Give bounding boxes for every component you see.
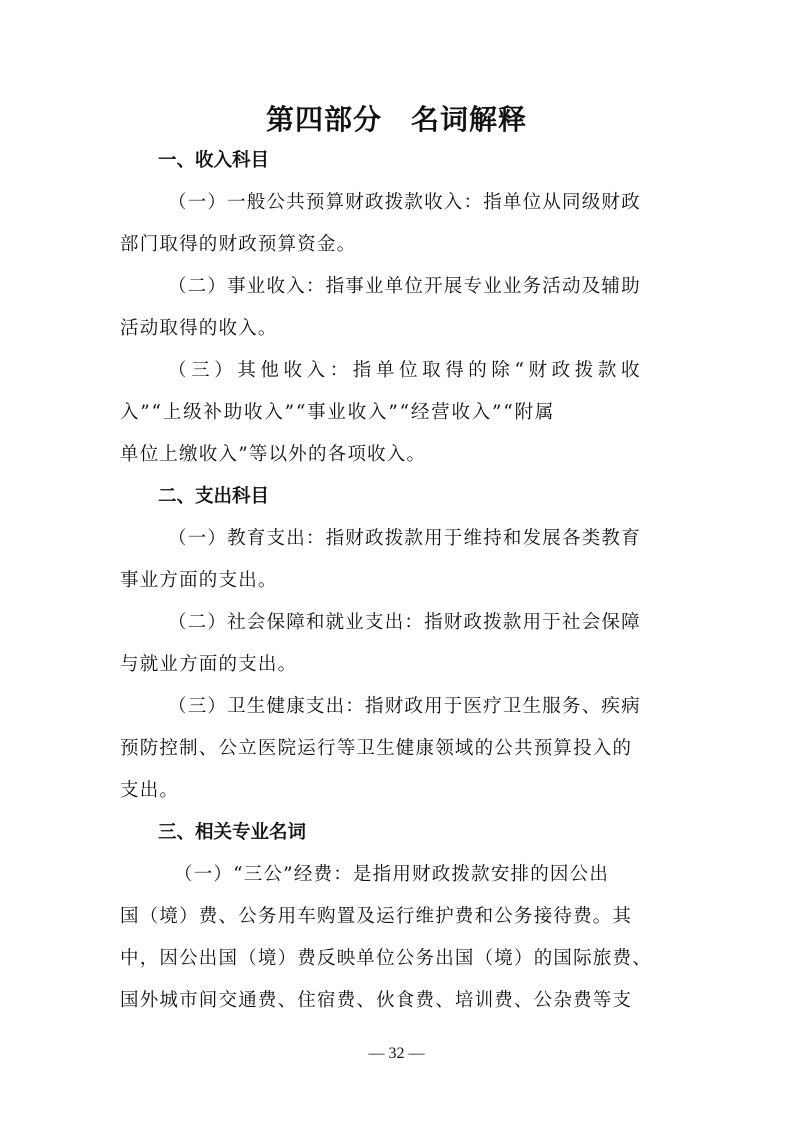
section-heading-terms: 三、相关专业名词 xyxy=(158,822,307,843)
paragraph-line: 预防控制、公立医院运行等卫生健康领域的公共预算投入的 xyxy=(120,738,633,759)
paragraph-line: 部门取得的财政预算资金。 xyxy=(120,234,357,255)
paragraph-line: 事业方面的支出。 xyxy=(120,570,278,591)
paragraph-line: 单位上缴收入”等以外的各项收入。 xyxy=(120,444,427,465)
paragraph-line: 支出。 xyxy=(120,780,180,801)
paragraph-line: 与就业方面的支出。 xyxy=(120,654,298,675)
paragraph-line: 国（境）费、公务用车购置及运行维护费和公务接待费。其 xyxy=(120,906,633,927)
paragraph-line: （二）事业收入：指事业单位开展专业业务活动及辅助 xyxy=(168,276,641,297)
paragraph-line: 中，因公出国（境）费反映单位公务出国（境）的国际旅费、 xyxy=(120,948,652,969)
paragraph-line: （一）一般公共预算财政拨款收入：指单位从同级财政 xyxy=(168,192,641,213)
paragraph-line: （三）卫生健康支出：指财政用于医疗卫生服务、疾病 xyxy=(168,696,641,717)
paragraph-line: 入”“上级补助收入”“事业收入”“经营收入”“附属 xyxy=(120,402,556,423)
paragraph-line: 活动取得的收入。 xyxy=(120,318,278,339)
section-heading-income: 一、收入科目 xyxy=(158,150,270,171)
paragraph-line: （一）教育支出：指财政拨款用于维持和发展各类教育 xyxy=(168,528,641,549)
paragraph-line: （二）社会保障和就业支出：指财政拨款用于社会保障 xyxy=(168,612,641,633)
page-number: — 32 — xyxy=(368,1045,425,1062)
paragraph-line: 国外城市间交通费、住宿费、伙食费、培训费、公杂费等支 xyxy=(120,990,633,1011)
page-title: 第四部分 名词解释 xyxy=(265,103,527,136)
paragraph-line: （三）其他收入：指单位取得的除“财政拨款收 xyxy=(168,360,645,381)
section-heading-expenditure: 二、支出科目 xyxy=(158,486,270,507)
paragraph-line: （一）“三公”经费：是指用财政拨款安排的因公出 xyxy=(174,864,610,885)
